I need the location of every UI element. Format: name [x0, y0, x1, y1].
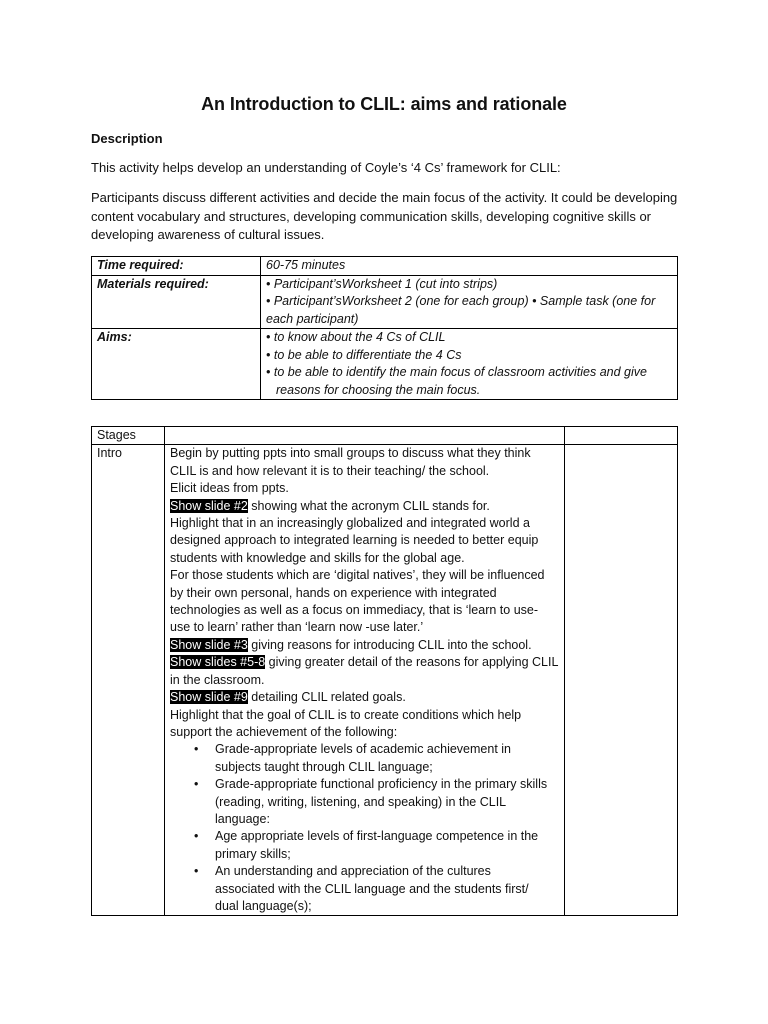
stage-line-text: Highlight that in an increasingly globalized and integrated world a: [170, 516, 530, 531]
header-empty-cell: [165, 427, 565, 445]
stage-line-text: CLIL is and how relevant it is to their teaching/ the school.: [170, 463, 490, 478]
table-row: [92, 445, 678, 916]
goal-line: Grade-appropriate levels of academic achievement in: [215, 742, 511, 757]
table-row: [92, 275, 678, 329]
goal-list-item: [170, 776, 559, 828]
stage-line: [170, 637, 559, 654]
description-paragraph: [91, 189, 681, 245]
highlighted-slide-reference: Show slide #9: [170, 690, 248, 705]
stage-line-text: designed approach to integrated learning is needed to better equip: [170, 533, 539, 548]
goal-line: subjects taught through CLIL language;: [215, 759, 433, 774]
stage-notes-cell: [565, 445, 678, 916]
stage-line: [170, 602, 559, 619]
stage-line: [170, 724, 559, 741]
aims-line: • to be able to differentiate the 4 Cs: [266, 347, 462, 362]
stage-line-text: showing what the acronym CLIL stands for.: [247, 498, 490, 513]
stage-line-text: For those students which are ‘digital natives’, they will be influenced: [170, 568, 545, 583]
stage-line-text: giving reasons for introducing CLIL into the school.: [247, 637, 532, 652]
table-header-row: [92, 427, 678, 445]
goal-line: dual language(s);: [215, 898, 312, 913]
header-empty-cell: [565, 427, 678, 445]
aims-line: • to be able to identify the main focus of classroom activities and give: [266, 365, 647, 379]
materials-line: • Participant’sWorksheet 2 (one for each group) • Sample task (one for: [266, 294, 656, 308]
stage-content: [165, 445, 565, 916]
stage-line-text: in the classroom.: [170, 672, 265, 687]
stage-line-text: Begin by putting ppts into small groups to discuss what they think: [170, 446, 531, 461]
stages-table: [91, 426, 678, 916]
table-row: [92, 329, 678, 400]
stages-header: Stages: [92, 427, 165, 445]
stage-line: [170, 619, 559, 636]
description-heading: Description: [91, 131, 163, 146]
aims-value: [261, 329, 678, 400]
bullet-icon: •: [194, 777, 199, 792]
stage-line: [170, 498, 559, 515]
goal-list-item: [170, 741, 559, 776]
goal-list-item: [170, 828, 559, 863]
stage-line: [170, 532, 559, 549]
stage-line-text: Elicit ideas from ppts.: [170, 481, 289, 496]
goals-bullet-list: [170, 741, 559, 915]
highlighted-slide-reference: Show slides #5-8: [170, 655, 266, 670]
goal-line: (reading, writing, listening, and speaking) in the CLIL: [215, 794, 507, 809]
bullet-icon: •: [194, 829, 199, 844]
stage-line: [170, 585, 559, 602]
stage-text-lines: [170, 445, 559, 741]
bullet-icon: •: [194, 864, 199, 879]
goal-list-item: [170, 863, 559, 915]
aims-label: Aims:: [92, 329, 261, 400]
bullet-icon: •: [194, 742, 199, 757]
stage-line: [170, 567, 559, 584]
goal-line: language:: [215, 811, 270, 826]
stage-line-text: students with knowledge and skills for the global age.: [170, 550, 465, 565]
stage-line: [170, 689, 559, 706]
stage-line: [170, 463, 559, 480]
stage-line: [170, 480, 559, 497]
materials-label: Materials required:: [92, 275, 261, 329]
goal-line: An understanding and appreciation of the cultures: [215, 864, 491, 879]
table-row: [92, 257, 678, 276]
materials-value: [261, 275, 678, 329]
stage-line: [170, 707, 559, 724]
paragraph-line: developing awareness of cultural issues.: [91, 227, 325, 242]
goal-line: primary skills;: [215, 846, 291, 861]
stage-line: [170, 654, 559, 671]
stage-name: Intro: [92, 445, 165, 916]
stage-line-text: Highlight that the goal of CLIL is to create conditions which help: [170, 707, 522, 722]
highlighted-slide-reference: Show slide #3: [170, 637, 248, 652]
time-value: 60-75 minutes: [261, 257, 678, 276]
stage-line: [170, 445, 559, 462]
stage-line-text: giving greater detail of the reasons for applying CLIL: [265, 655, 559, 670]
time-label: Time required:: [92, 257, 261, 276]
paragraph-line: Participants discuss different activities and decide the main focus of the activity. It could be developing: [91, 190, 678, 205]
stage-line: [170, 550, 559, 567]
highlighted-slide-reference: Show slide #2: [170, 498, 248, 513]
stage-line-text: technologies as well as a focus on immediacy, that is ‘learn to use-: [170, 603, 539, 618]
stage-line-text: detailing CLIL related goals.: [247, 690, 406, 705]
aims-line: • to know about the 4 Cs of CLIL: [266, 330, 446, 344]
stage-line: [170, 672, 559, 689]
goal-line: Age appropriate levels of first-language competence in the: [215, 829, 539, 844]
stage-line: [170, 515, 559, 532]
materials-line: • Participant’sWorksheet 1 (cut into strips): [266, 276, 498, 291]
page-title: An Introduction to CLIL: aims and rationale: [201, 94, 567, 114]
activity-info-table: [91, 256, 678, 400]
paragraph-line: content vocabulary and structures, developing communication skills, developing cognitive skills or: [91, 208, 652, 224]
goal-line: associated with the CLIL language and the students first/: [215, 881, 529, 896]
stage-line-text: by their own personal, hands on experience with integrated: [170, 585, 497, 600]
stage-line-text: support the achievement of the following:: [170, 724, 398, 739]
aims-line: reasons for choosing the main focus.: [276, 382, 481, 397]
goal-line: Grade-appropriate functional proficiency in the primary skills: [215, 777, 548, 792]
stage-line-text: use to learn’ rather than ‘learn now -use later.’: [170, 620, 424, 635]
materials-line: each participant): [266, 311, 359, 326]
intro-paragraph: This activity helps develop an understanding of Coyle’s ‘4 Cs’ framework for CLIL:: [91, 160, 561, 175]
